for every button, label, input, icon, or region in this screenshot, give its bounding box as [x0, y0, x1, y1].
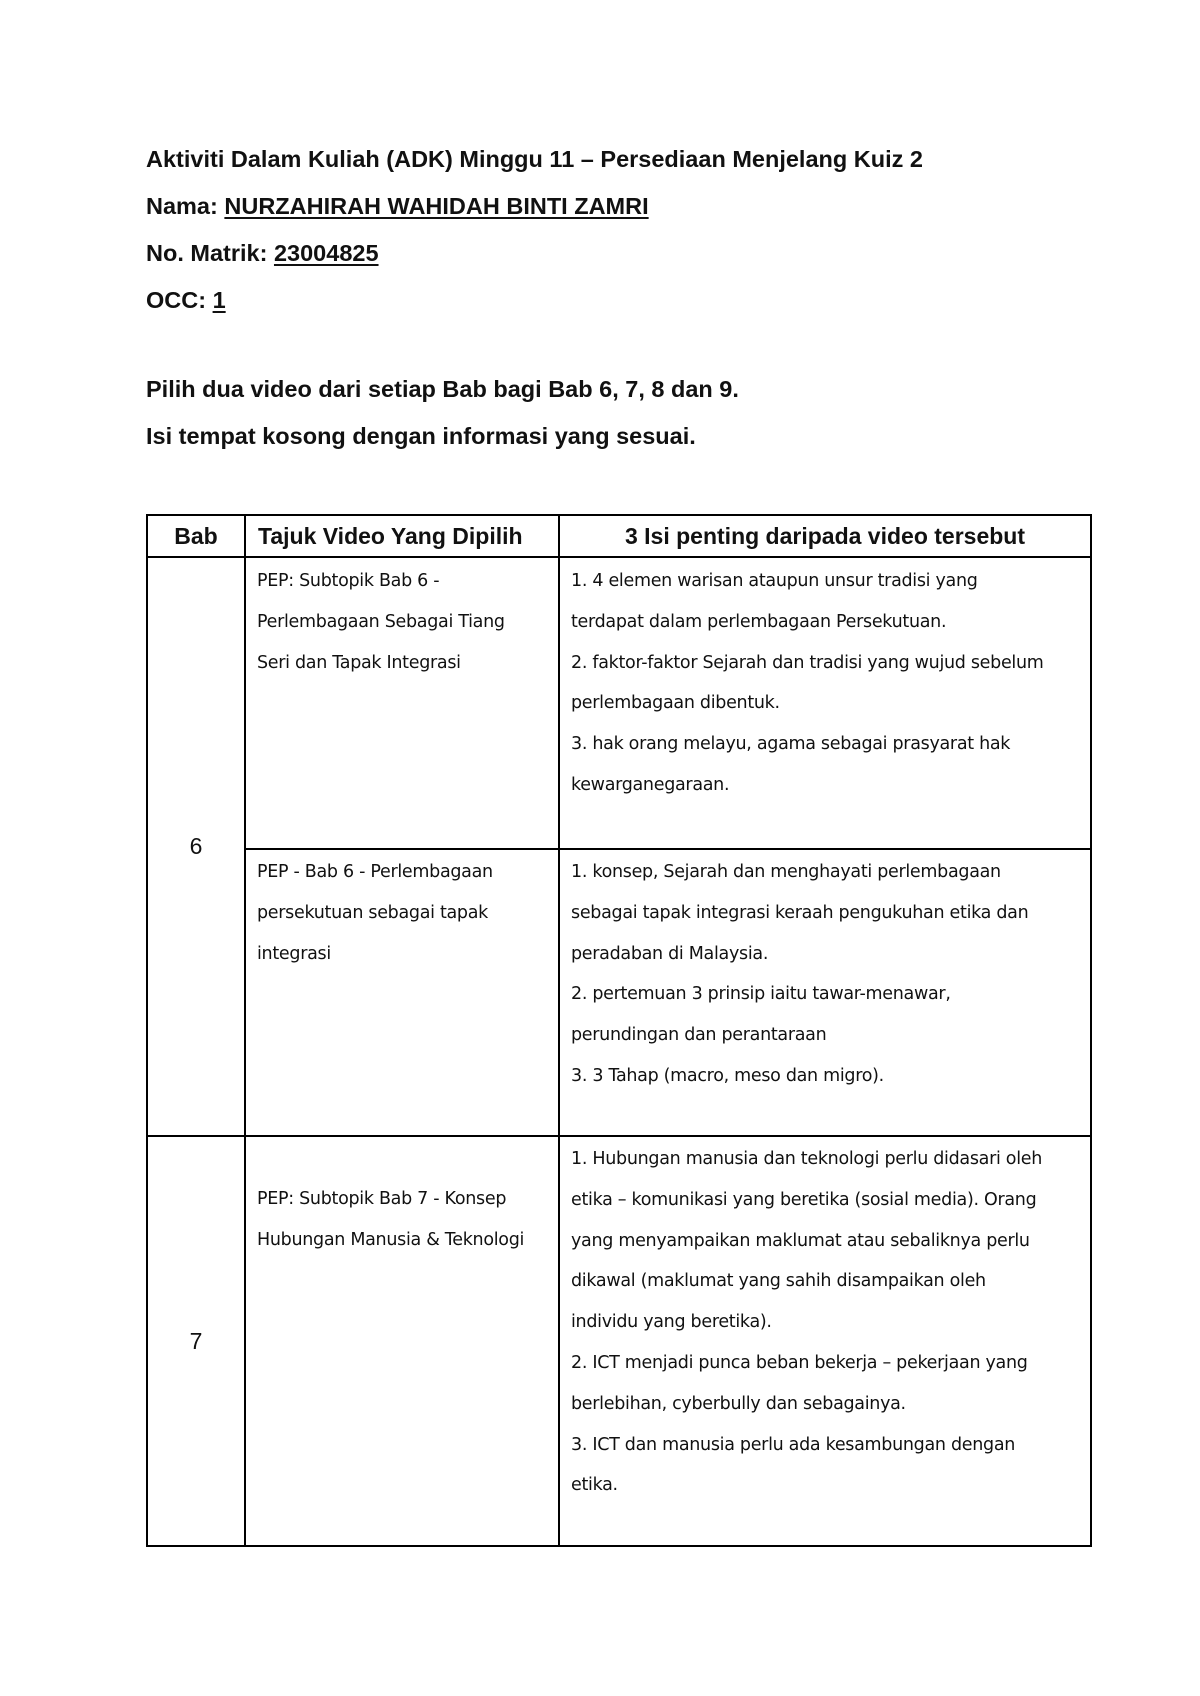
video-summary-table	[146, 514, 1092, 1547]
matric-value: 23004825	[273, 240, 379, 266]
occ-line	[146, 287, 226, 314]
bab-cell: 7	[147, 1136, 245, 1546]
bab-cell: 6	[147, 557, 245, 1136]
matric-label: No. Matrik:	[146, 240, 274, 266]
occ-value: 1	[212, 287, 226, 313]
key-points-cell	[559, 557, 1091, 849]
key-point-line: 1. konsep, Sejarah dan menghayati perlembagaan	[571, 862, 1001, 882]
instruction-line-2: Isi tempat kosong dengan informasi yang sesuai.	[146, 423, 696, 449]
video-title-line: integrasi	[257, 943, 331, 964]
video-title-line: Hubungan Manusia & Teknologi	[257, 1229, 525, 1250]
key-point-line: peradaban di Malaysia.	[571, 943, 769, 964]
key-point-line: 1. Hubungan manusia dan teknologi perlu didasari oleh	[571, 1149, 1043, 1169]
key-point-line: perundingan dan perantaraan	[571, 1025, 827, 1046]
header-bab: Bab	[147, 515, 245, 557]
header-isi-penting: 3 Isi penting daripada video tersebut	[559, 515, 1091, 557]
key-point-line: 3. 3 Tahap (macro, meso dan migro).	[571, 1065, 884, 1086]
video-title-cell	[245, 1136, 559, 1546]
key-point-line: 2. ICT menjadi punca beban bekerja – pekerjaan yang	[571, 1352, 1028, 1373]
video-title-line: Perlembagaan Sebagai Tiang	[257, 611, 505, 632]
key-points-cell	[559, 1136, 1091, 1546]
matric-number-line	[146, 240, 379, 267]
key-point-line: 3. ICT dan manusia perlu ada kesambungan dengan	[571, 1434, 1016, 1455]
key-point-line: 1. 4 elemen warisan ataupun unsur tradisi yang	[571, 571, 978, 591]
instruction-line-1: Pilih dua video dari setiap Bab bagi Bab 6, 7, 8 dan 9.	[146, 376, 739, 402]
key-point-line: 2. faktor-faktor Sejarah dan tradisi yang wujud sebelum	[571, 652, 1044, 673]
key-point-line: 2. pertemuan 3 prinsip iaitu tawar-menawar,	[571, 984, 951, 1005]
table-row	[147, 557, 1091, 849]
video-title-line: PEP: Subtopik Bab 6 -	[257, 571, 440, 591]
table-row	[147, 849, 1091, 1136]
name-label: Nama:	[146, 193, 225, 219]
header-tajuk: Tajuk Video Yang Dipilih	[245, 515, 559, 557]
key-point-line: dikawal (maklumat yang sahih disampaikan oleh	[571, 1271, 986, 1292]
name-value: NURZAHIRAH WAHIDAH BINTI ZAMRI	[224, 193, 649, 219]
video-title-cell	[245, 849, 559, 1136]
key-point-line: etika.	[571, 1475, 618, 1496]
key-point-line: yang menyampaikan maklumat atau sebaliknya perlu	[571, 1230, 1030, 1251]
key-point-line: perlembagaan dibentuk.	[571, 693, 780, 714]
occ-label: OCC:	[146, 287, 213, 313]
key-point-line: individu yang beretika).	[571, 1312, 772, 1333]
video-title-cell	[245, 557, 559, 849]
key-point-line: kewarganegaraan.	[571, 774, 730, 795]
key-point-line: sebagai tapak integrasi keraah pengukuhan etika dan	[571, 902, 1029, 923]
table-row	[147, 1136, 1091, 1546]
key-points-cell	[559, 849, 1091, 1136]
key-point-line: terdapat dalam perlembagaan Persekutuan.	[571, 611, 947, 632]
video-title-line: PEP: Subtopik Bab 7 - Konsep	[257, 1189, 507, 1209]
key-point-line: etika – komunikasi yang beretika (sosial media). Orang	[571, 1189, 1037, 1210]
document-title: Aktiviti Dalam Kuliah (ADK) Minggu 11 – Persediaan Menjelang Kuiz 2	[146, 146, 923, 172]
key-point-line: 3. hak orang melayu, agama sebagai prasyarat hak	[571, 734, 1011, 755]
key-point-line: berlebihan, cyberbully dan sebagainya.	[571, 1393, 906, 1414]
video-title-line: Seri dan Tapak Integrasi	[257, 652, 461, 673]
table-header-row	[147, 515, 1091, 557]
video-title-line: PEP - Bab 6 - Perlembagaan	[257, 862, 493, 882]
video-title-line: persekutuan sebagai tapak	[257, 902, 488, 923]
student-name-line	[146, 193, 649, 220]
